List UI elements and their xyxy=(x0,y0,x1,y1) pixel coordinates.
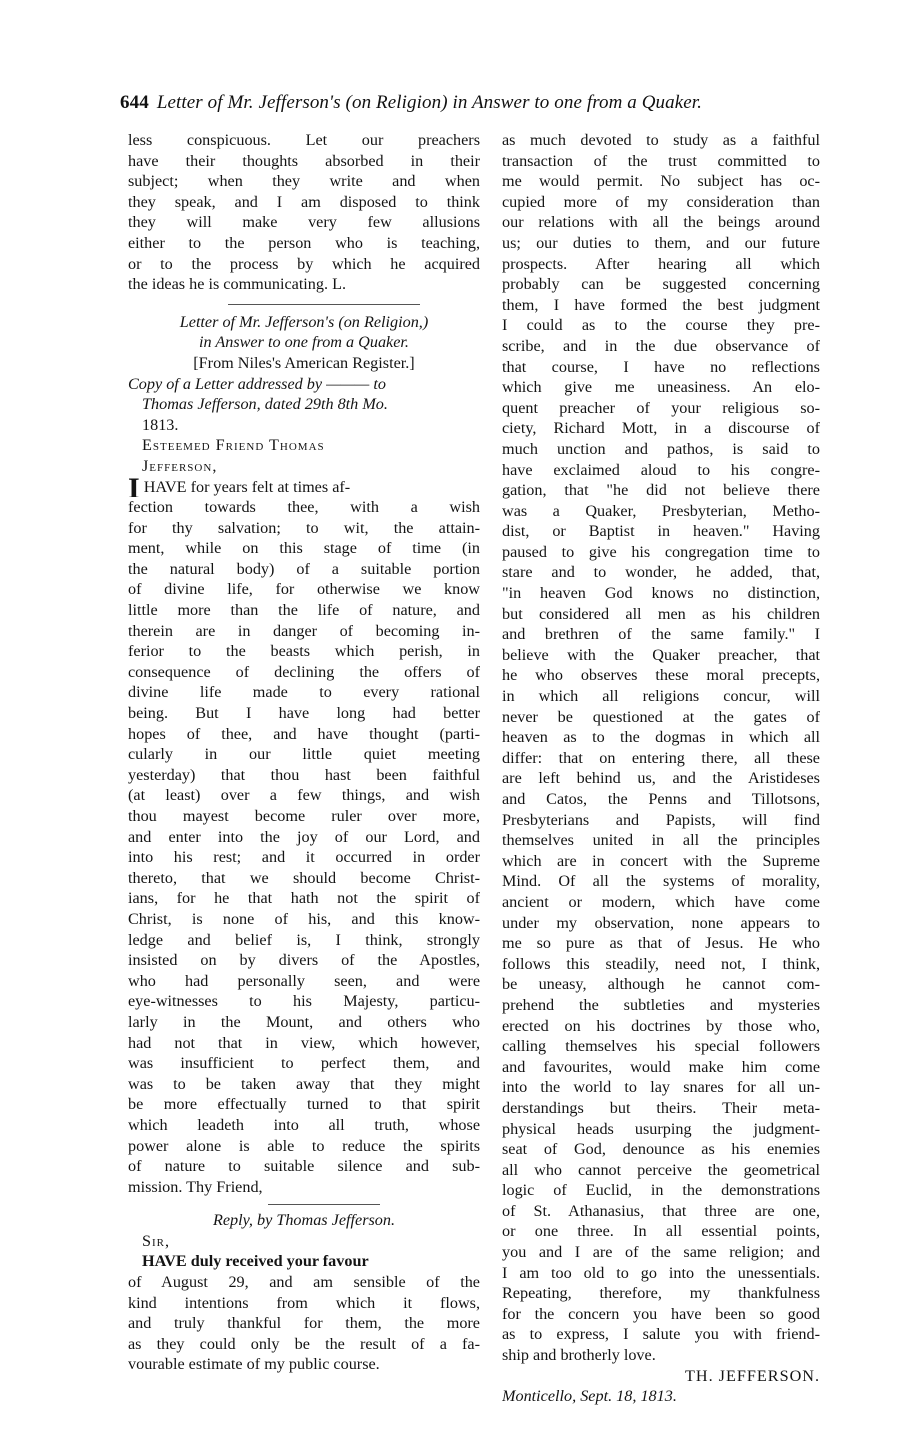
text-line: hopes of thee, and have thought (parti- xyxy=(128,724,480,743)
text-line: Repeating, therefore, my thankfulness xyxy=(502,1284,820,1303)
text-line: prospects. After hearing all which xyxy=(502,254,820,273)
text-line: you and I are of the same religion; and xyxy=(502,1243,820,1262)
text-line: and favourites, would make him come xyxy=(502,1057,820,1076)
text-line: of St. Athanasius, that three are one, xyxy=(502,1201,820,1220)
reply-first-line: HAVE duly received your favour xyxy=(142,1252,369,1271)
text-line: the natural body) of a suitable portion xyxy=(128,559,480,578)
salutation-line-1: Esteemed Friend Thomas xyxy=(142,436,325,455)
text-line: which are in concert with the Supreme xyxy=(502,851,820,870)
text-line: he who observes these moral precepts, xyxy=(502,666,820,685)
page-number: 644 xyxy=(120,92,149,113)
text-line: for the concern you have been so good xyxy=(502,1304,820,1323)
text-line: into the world to lay snares for all un- xyxy=(502,1078,820,1097)
text-line: "in heaven God knows no distinction, xyxy=(502,584,820,603)
text-line: have their thoughts absorbed in their xyxy=(128,151,480,170)
text-line: follows this steadily, need not, I think, xyxy=(502,954,820,973)
text-line: cularly in our little quiet meeting xyxy=(128,745,480,764)
text-line: dist, or Baptist in heaven." Having xyxy=(502,522,820,541)
text-line: kind intentions from which it flows, xyxy=(128,1293,480,1312)
text-line: Christ, is none of his, and this know- xyxy=(128,909,480,928)
text-line: insisted on by divers of the Apostles, xyxy=(128,951,480,970)
text-line: us; our duties to them, and our future xyxy=(502,233,820,252)
text-line: of August 29, and am sensible of the xyxy=(128,1273,480,1292)
signature: TH. JEFFERSON. xyxy=(685,1366,820,1385)
letter-opening-line xyxy=(128,477,480,498)
text-line: being. But I have long had better xyxy=(128,704,480,723)
reply-title: Reply, by Thomas Jefferson. xyxy=(212,1211,396,1230)
text-line: either to the person who is teaching, xyxy=(128,233,480,252)
right-column xyxy=(502,130,820,1407)
text-line: have exclaimed aloud to his congre- xyxy=(502,460,820,479)
text-line: all who cannot perceive the geometrical xyxy=(502,1160,820,1179)
text-line: cupied more of my consideration than xyxy=(502,192,820,211)
running-head xyxy=(120,92,820,114)
text-line: ciety, Richard Mott, in a discourse of xyxy=(502,419,820,438)
text-line: and truly thankful for them, the more xyxy=(128,1314,480,1333)
text-line: ment, while on this stage of time (in xyxy=(128,539,480,558)
text-line: quent preacher of your religious so- xyxy=(502,398,820,417)
text-line: as much devoted to study as a faithful xyxy=(502,131,820,149)
text-line: ancient or modern, which have come xyxy=(502,892,820,911)
text-line: paused to give his congregation time to xyxy=(502,542,820,561)
text-line: little more than the life of nature, and xyxy=(128,601,480,620)
article-source: [From Niles's American Register.] xyxy=(193,353,415,372)
text-line: was to be taken away that they might xyxy=(128,1074,480,1093)
text-line: thereto, that we should become Christ- xyxy=(128,868,480,887)
text-line: had not that in view, which however, xyxy=(128,1033,480,1052)
text-line: ship and brotherly love. xyxy=(502,1346,656,1365)
text-line: physical heads usurping the judgment- xyxy=(502,1119,820,1138)
drop-cap: I xyxy=(128,476,140,498)
text-line: never be questioned at the gates of xyxy=(502,707,820,726)
text-line: into his rest; and it occurred in order xyxy=(128,848,480,867)
article-subtitle: in Answer to one from a Quaker. xyxy=(199,333,409,352)
text-line: believe with the Quaker preacher, that xyxy=(502,645,820,664)
text-line: me would permit. No subject has oc- xyxy=(502,172,820,191)
reply-body xyxy=(128,1272,480,1375)
text-line: and Catos, the Penns and Tillotsons, xyxy=(502,790,820,808)
text-line: I could as to the course they pre- xyxy=(502,316,820,335)
text-line: Mind. Of all the systems of morality, xyxy=(502,872,820,891)
text-line: therein are in danger of becoming in- xyxy=(128,621,480,640)
text-line: as they could only be the result of a fa- xyxy=(128,1334,480,1353)
text-line: ferior to the beasts which perish, in xyxy=(128,642,480,661)
text-line: erected on his doctrines by those who, xyxy=(502,1016,820,1035)
text-line: for thy salvation; to wit, the attain- xyxy=(128,518,480,537)
letter-first-line: HAVE for years felt at times af- xyxy=(143,477,351,496)
text-line: was a Quaker, Presbyterian, Metho- xyxy=(502,501,820,520)
text-line: me so pure as that of Jesus. He who xyxy=(502,934,820,953)
reply-salutation: Sir, xyxy=(142,1231,171,1250)
text-line: eye-witnesses to his Majesty, particu- xyxy=(128,992,480,1011)
text-line: yesterday) that thou hast been faithful xyxy=(128,765,480,784)
text-line: the ideas he is communicating. L. xyxy=(128,275,347,294)
text-line: gation, that "he did not believe there xyxy=(502,481,820,500)
text-line: mission. Thy Friend, xyxy=(128,1177,263,1196)
text-line: of nature to suitable silence and sub- xyxy=(128,1157,480,1176)
text-line: seat of God, denounce as his enemies xyxy=(502,1140,820,1159)
text-line: I am too old to go into the unessentials. xyxy=(502,1263,820,1282)
copy-line-2: Thomas Jefferson, dated 29th 8th Mo. xyxy=(142,395,388,414)
text-line: fection towards thee, with a wish xyxy=(128,498,480,517)
text-line: which leadeth into all truth, whose xyxy=(128,1115,480,1134)
text-line: thou mayest become ruler over more, xyxy=(128,807,480,825)
text-line: Presbyterians and Papists, will find xyxy=(502,810,820,829)
article-title: Letter of Mr. Jefferson's (on Religion,) xyxy=(179,312,429,331)
section-divider xyxy=(268,1204,380,1205)
text-line: under my observation, none appears to xyxy=(502,913,820,932)
text-line: who had personally seen, and were xyxy=(128,971,480,990)
text-line: are left behind us, and the Aristideses xyxy=(502,769,820,788)
text-line: was insufficient to perfect them, and xyxy=(128,1054,480,1073)
text-line: be uneasy, although he cannot com- xyxy=(502,975,820,994)
intro-paragraph xyxy=(128,130,480,295)
text-line: larly in the Mount, and others who xyxy=(128,1012,480,1031)
text-line: or one three. In all essential points, xyxy=(502,1222,820,1241)
text-line: logic of Euclid, in the demonstrations xyxy=(502,1181,820,1200)
text-line: vourable estimate of my public course. xyxy=(128,1355,380,1374)
text-line: ledge and belief is, I think, strongly xyxy=(128,930,480,949)
text-line: which give me uneasiness. An elo- xyxy=(502,378,820,397)
text-line: subject; when they write and when xyxy=(128,172,480,191)
letter-year: 1813. xyxy=(142,415,179,434)
text-line: calling themselves his special followers xyxy=(502,1037,820,1056)
text-line: heaven as to the dogmas in which all xyxy=(502,728,820,747)
text-line: our relations with all the beings around xyxy=(502,213,820,232)
text-line: less conspicuous. Let our preachers xyxy=(128,131,480,149)
text-line: power alone is able to reduce the spirits xyxy=(128,1136,480,1155)
text-line: divine life made to every rational xyxy=(128,683,480,702)
text-line: themselves united in all the principles xyxy=(502,831,820,850)
text-line: they speak, and I am disposed to think xyxy=(128,192,480,211)
text-line: ians, for he that hath not the spirit of xyxy=(128,889,480,908)
text-line: derstandings but theirs. Their meta- xyxy=(502,1098,820,1117)
text-line: but considered all men as his children xyxy=(502,604,820,623)
section-divider xyxy=(228,304,420,305)
text-line: scribe, and in the due observance of xyxy=(502,336,820,355)
text-line: transaction of the trust committed to xyxy=(502,151,820,170)
text-line: or to the process by which he acquired xyxy=(128,254,480,273)
quaker-letter-body xyxy=(128,497,480,1197)
reply-continuation xyxy=(502,130,820,1366)
text-line: that course, I have no reflections xyxy=(502,357,820,376)
text-line: (at least) over a few things, and wish xyxy=(128,786,480,805)
running-title: Letter of Mr. Jefferson's (on Religion) in Answer to one from a Quaker. xyxy=(156,92,703,113)
text-line: and enter into the joy of our Lord, and xyxy=(128,827,480,846)
salutation-line-2: Jefferson, xyxy=(142,456,218,475)
text-line: prehend the subtleties and mysteries xyxy=(502,995,820,1014)
text-line: they will make very few allusions xyxy=(128,213,480,232)
text-line: of divine life, for otherwise we know xyxy=(128,580,480,599)
text-line: in which all religions concur, will xyxy=(502,687,820,706)
text-line: them, I have formed the best judgment xyxy=(502,295,820,314)
text-line: be more effectually turned to that spirit xyxy=(128,1095,480,1114)
text-line: probably can be suggested concerning xyxy=(502,275,820,294)
dateline: Monticello, Sept. 18, 1813. xyxy=(502,1387,677,1406)
text-line: consequence of declining the offers of xyxy=(128,662,480,681)
text-line: stare and to wonder, he added, that, xyxy=(502,563,820,582)
text-line: as to express, I salute you with friend- xyxy=(502,1325,820,1344)
copy-line-1: Copy of a Letter addressed by ——— to xyxy=(128,374,386,393)
left-column xyxy=(128,130,480,1375)
text-line: and brethren of the same family." I xyxy=(502,625,820,644)
text-line: differ: that on entering there, all these xyxy=(502,748,820,767)
text-line: much unction and pathos, is said to xyxy=(502,439,820,458)
